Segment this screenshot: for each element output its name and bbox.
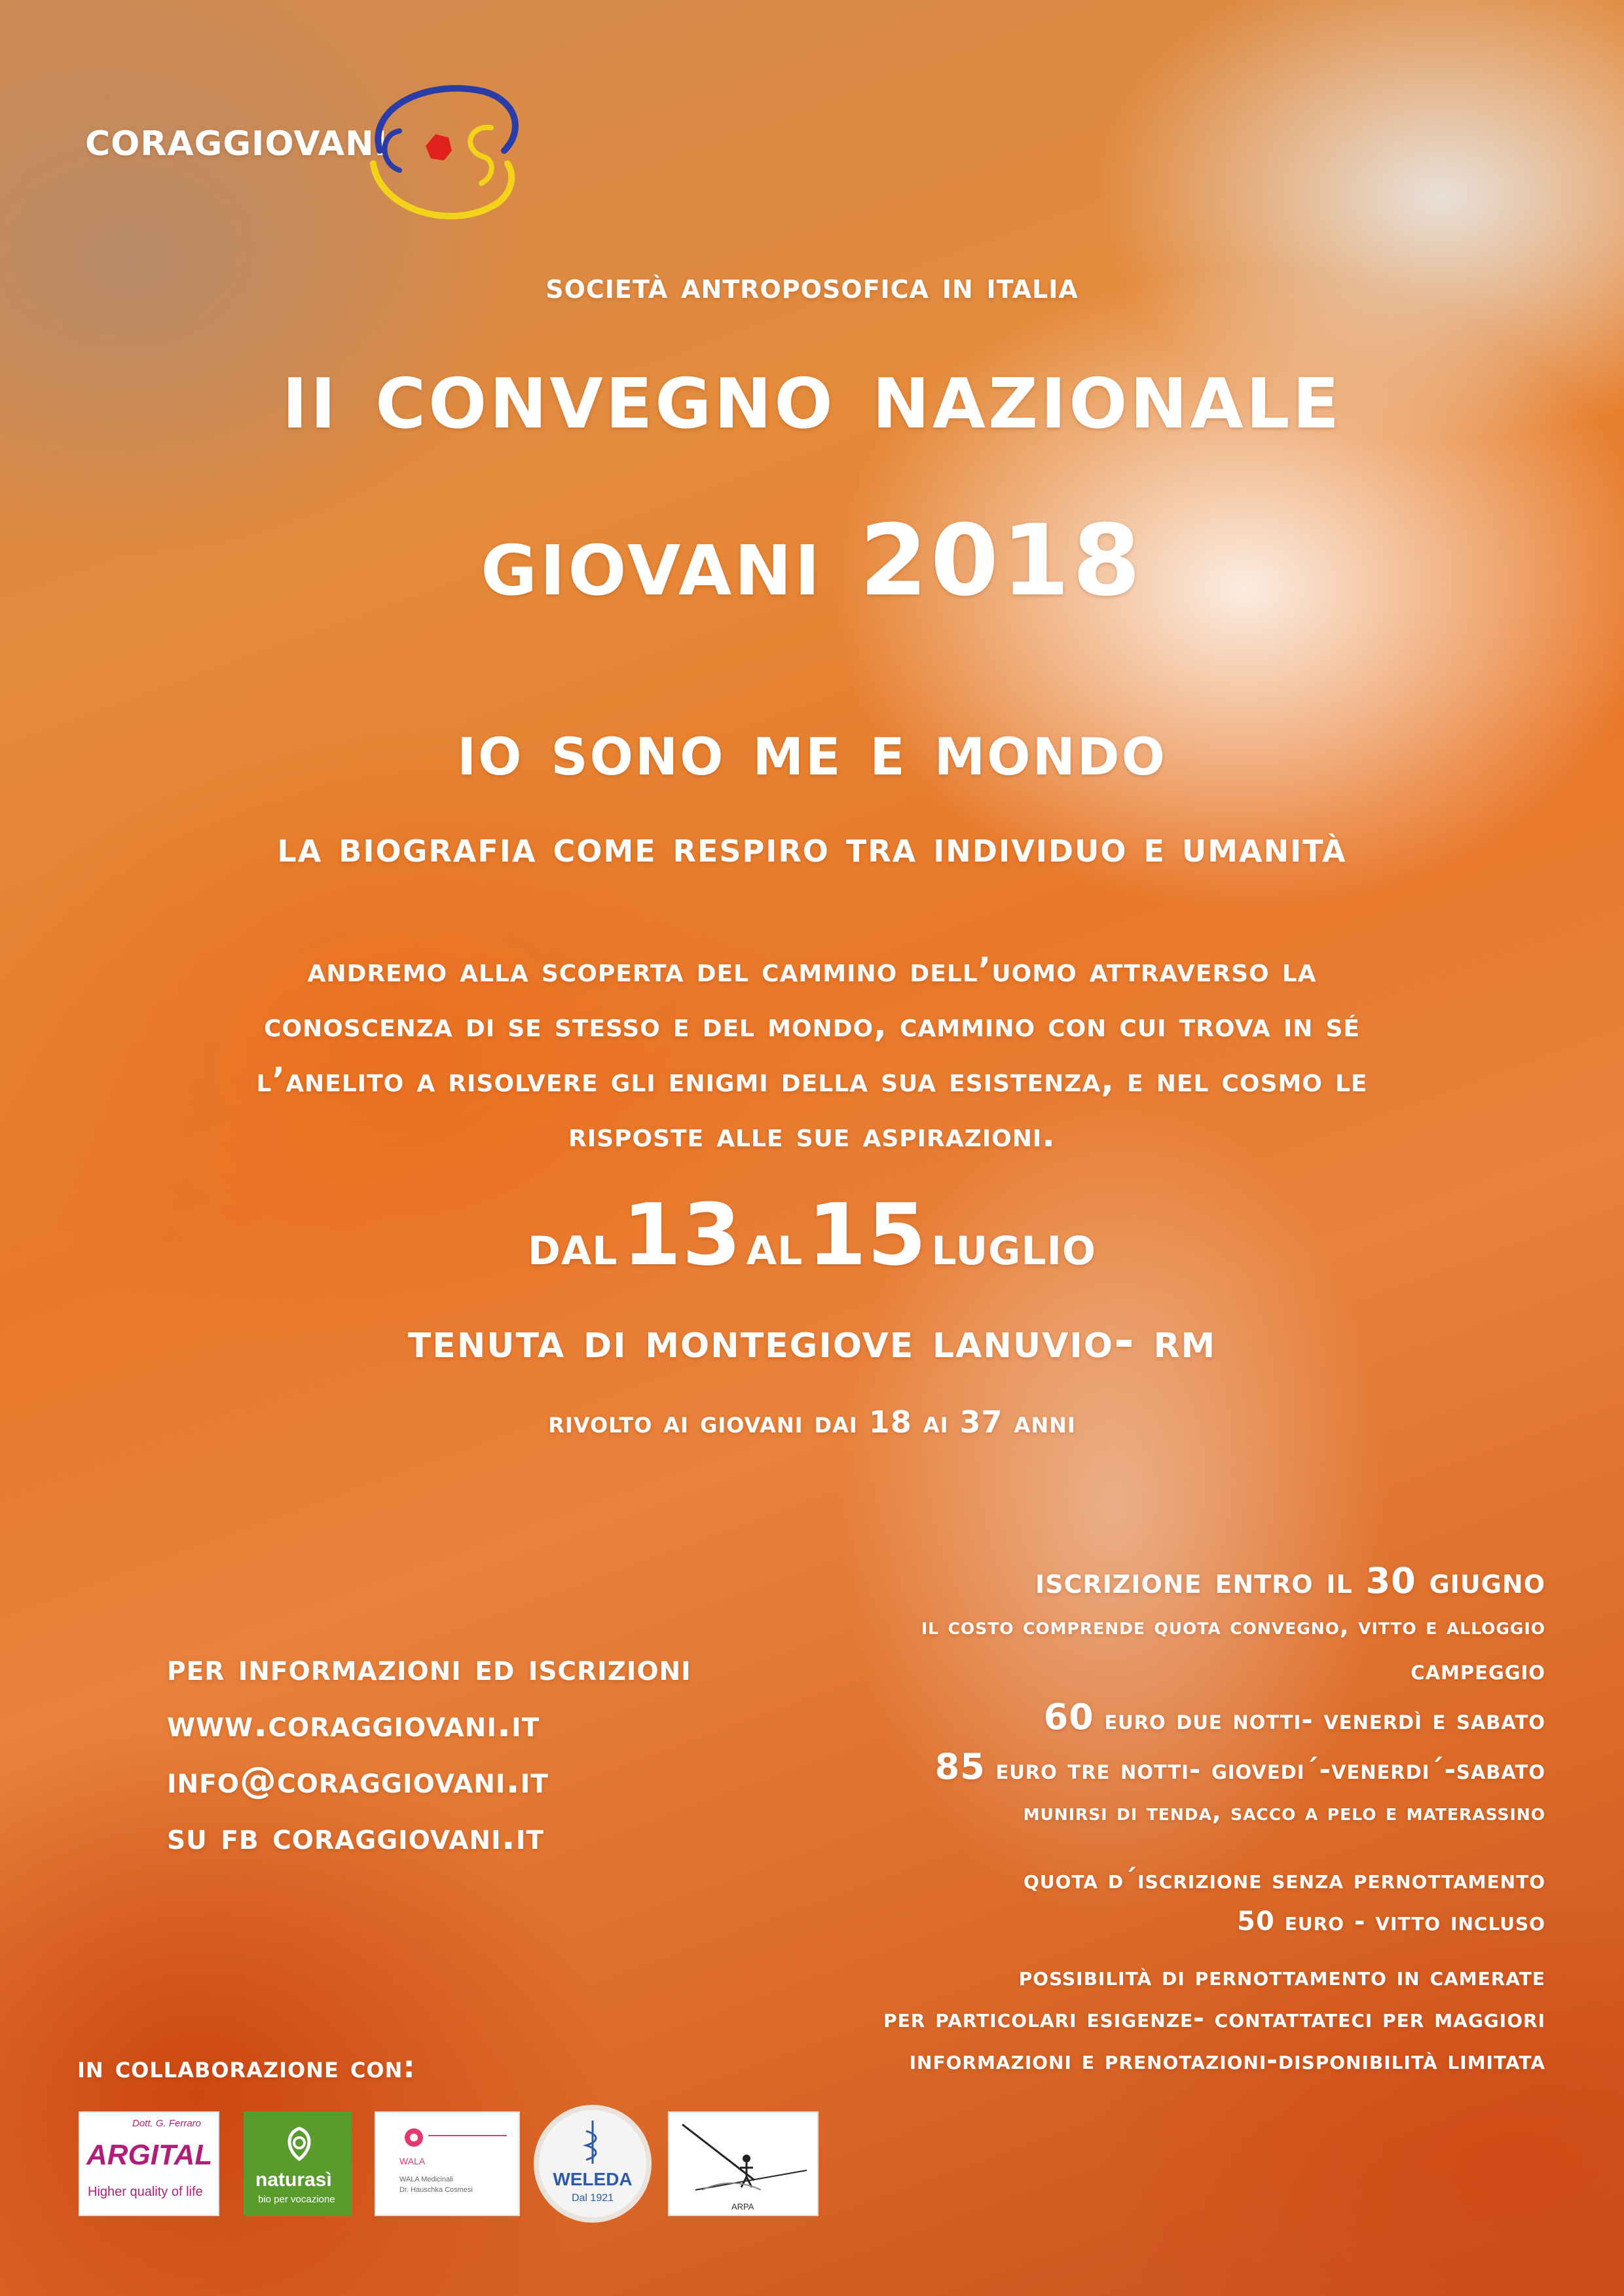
coraggiovani-logo bbox=[85, 79, 530, 236]
collaboration-heading: in collaborazione con: bbox=[77, 2049, 416, 2085]
event-venue: tenuta di montegiove lanuvio- rm bbox=[407, 1313, 1217, 1369]
intro-line: andremo alla scoperta del cammino dell’uomo attraverso la bbox=[307, 951, 1317, 990]
pricing-info bbox=[883, 1555, 1545, 2081]
camping-option-2 bbox=[883, 1743, 1545, 1793]
event-subtitle: io sono me e mondo bbox=[457, 707, 1167, 792]
dates-day-to: 15 bbox=[807, 1185, 927, 1285]
weleda-staff-icon bbox=[580, 2119, 606, 2165]
dorm-note-line1: possibilità di pernottamento in camerate bbox=[1018, 1961, 1545, 1992]
registration-deadline: iscrizione entro il 30 giugno bbox=[1035, 1560, 1545, 1601]
naturasi-tagline: bio per vocazione bbox=[258, 2194, 335, 2205]
naturasi-leaf-icon bbox=[280, 2123, 319, 2162]
cost-includes: il costo comprende quota convegno, vitto e alloggio bbox=[921, 1613, 1545, 1640]
camping-equipment-note: munirsi di tenda, sacco a pelo e materassino bbox=[1023, 1799, 1545, 1826]
intro-line: conoscenza di se stesso e del mondo, cammino con cui trova in sé bbox=[263, 1006, 1361, 1045]
email-link[interactable]: info@coraggiovani.it bbox=[167, 1759, 549, 1802]
arpa-name: ARPA bbox=[731, 2202, 754, 2212]
argital-logo bbox=[79, 2111, 219, 2216]
logo-text: CORAGGIOVANI bbox=[85, 124, 388, 164]
no-stay-label: quota d´iscrizione senza pernottamento bbox=[1024, 1865, 1545, 1895]
argital-top-text: Dott. G. Ferraro bbox=[132, 2118, 202, 2129]
dates-al: al bbox=[746, 1212, 803, 1278]
no-stay-price: 50 euro - vitto incluso bbox=[1237, 1906, 1545, 1937]
weleda-name: WELEDA bbox=[553, 2169, 633, 2189]
option1-text: euro due notti- venerdì e sabato bbox=[1104, 1704, 1545, 1736]
dates-month: luglio bbox=[931, 1212, 1096, 1278]
option2-text: euro tre notti- giovedi´-venerdi´-sabato bbox=[995, 1753, 1545, 1785]
camping-option-1 bbox=[883, 1694, 1545, 1743]
argital-name: ARGITAL bbox=[86, 2139, 213, 2171]
contact-info bbox=[167, 1640, 692, 1865]
wala-flower-icon bbox=[401, 2124, 427, 2151]
dorm-note-line2: per particolari esigenze- contattateci per maggiori bbox=[883, 2003, 1545, 2033]
event-dates bbox=[0, 1185, 1624, 1285]
weleda-since: Dal 1921 bbox=[571, 2193, 614, 2204]
intro-line: risposte alle sue aspirazioni. bbox=[568, 1116, 1056, 1155]
wala-logo bbox=[375, 2111, 520, 2216]
naturasi-name: naturasì bbox=[255, 2169, 332, 2191]
event-audience: rivolto ai giovani dai 18 ai 37 anni bbox=[548, 1404, 1076, 1440]
arpa-tightrope-icon bbox=[676, 2118, 813, 2200]
wala-rule bbox=[428, 2135, 507, 2136]
dorm-note-line3: informazioni e prenotazioni-disponibilità limitata bbox=[909, 2045, 1545, 2075]
event-title-line2: giovani 2018 bbox=[481, 504, 1143, 618]
dates-day-from: 13 bbox=[622, 1185, 743, 1285]
weleda-logo bbox=[534, 2105, 652, 2223]
option1-price: 60 bbox=[1043, 1696, 1094, 1738]
argital-tagline: Higher quality of life bbox=[88, 2185, 203, 2199]
facebook-link[interactable]: su fb coraggiovani.it bbox=[167, 1815, 545, 1858]
wala-name: WALA bbox=[399, 2156, 426, 2166]
website-link[interactable]: www.coraggiovani.it bbox=[167, 1703, 540, 1745]
camping-label: campeggio bbox=[1411, 1654, 1545, 1686]
wala-sub-line2: Dr. Hauschka Cosmesi bbox=[399, 2186, 473, 2194]
arpa-logo bbox=[668, 2111, 819, 2216]
dates-dal: dal bbox=[528, 1212, 618, 1278]
option2-price: 85 bbox=[934, 1746, 986, 1787]
contact-heading: per informazioni ed iscrizioni bbox=[167, 1647, 692, 1689]
intro-paragraph bbox=[249, 943, 1375, 1163]
logo-mark-icon bbox=[354, 79, 524, 236]
event-tagline: la biografia come respiro tra individuo e umanità bbox=[277, 822, 1347, 872]
society-name: società antroposofica in italia bbox=[545, 265, 1079, 306]
intro-line: l’anelito a risolvere gli enigmi della sua esistenza, e nel cosmo le bbox=[256, 1061, 1368, 1100]
event-title-line1: ii convegno nazionale bbox=[282, 337, 1342, 451]
wala-sub-line1: WALA Medicinali bbox=[399, 2176, 454, 2183]
naturasi-logo bbox=[244, 2111, 352, 2216]
